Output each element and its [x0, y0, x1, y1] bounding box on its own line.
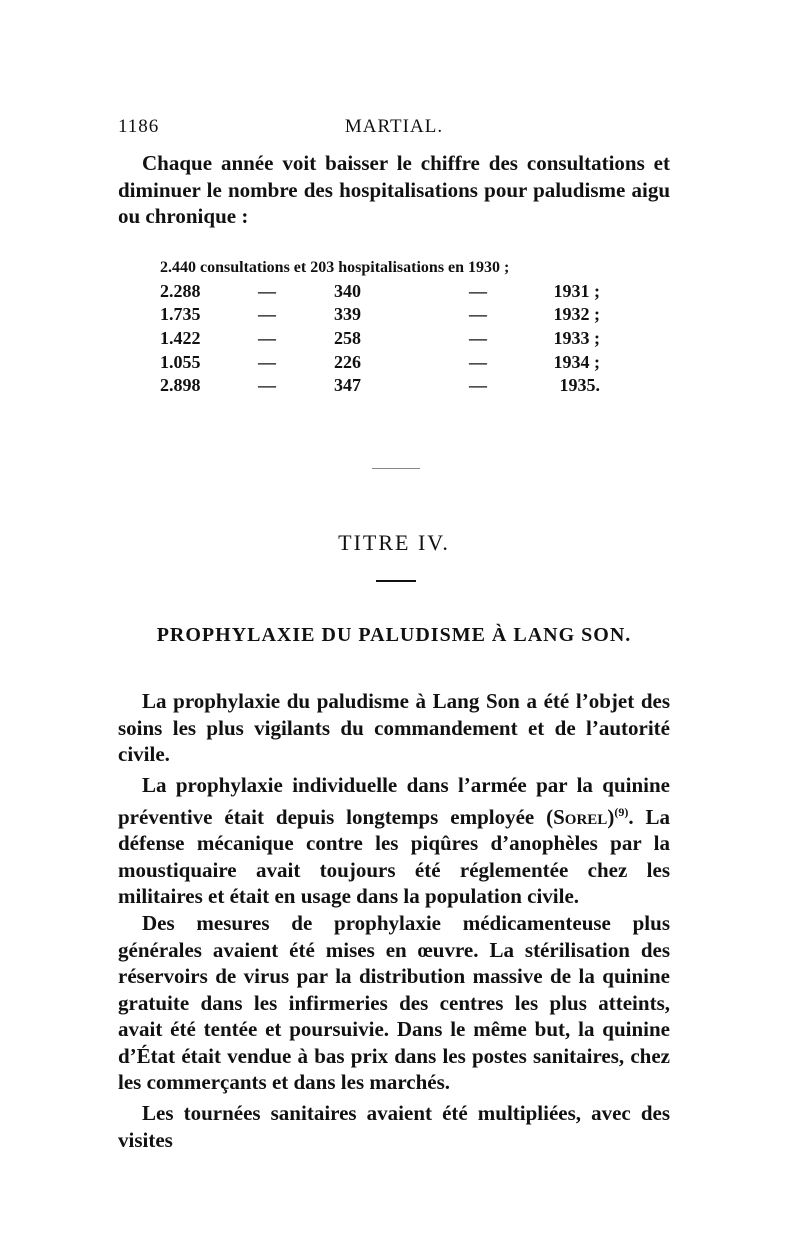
consultations-cell: 1.055: [160, 351, 201, 372]
year-cell: 1932 ;: [553, 304, 600, 325]
page-number: 1186: [118, 116, 160, 137]
consultations-cell: 1.422: [160, 328, 201, 349]
statistics-first-row: [160, 256, 600, 280]
hospitalisations-cell: 340: [334, 280, 361, 301]
consultations-cell: 1.735: [160, 304, 201, 325]
year-cell: 1931 ;: [553, 280, 600, 301]
ditto-dash: —: [258, 328, 276, 349]
table-row: [160, 350, 600, 374]
intro-paragraph: Chaque année voit baisser le chiffre des consultations et diminuer le nombre des hospitalisations pour paludisme aigu ou chronique :: [118, 151, 670, 228]
paragraph-tournees: Les tournées sanitaires avaient été multipliées, avec des visites: [118, 1101, 670, 1152]
section-title: TITRE IV.: [338, 530, 450, 555]
hospitalisations-cell: 258: [334, 328, 361, 349]
separator-line: [372, 468, 420, 469]
paragraph-medicamenteuse: Des mesures de prophylaxie médicamenteuse plus générales avaient été mises en œuvre. La stérilisation des réservoirs de virus par la distribution massive de la quinine gratuite dans les infirmeries des centres les plus atteints, avait été tentée et poursuivie. Dans le même but, la quinine d’État était vendue à bas prix dans les postes sanitaires, chez les commerçants et dans les marchés.: [118, 911, 670, 1094]
ditto-dash: —: [258, 375, 276, 396]
ditto-dash: —: [469, 304, 487, 325]
paragraph-individuelle: La prophylaxie individuelle dans l’armée par la quinine préventive était depuis longtemps employée (Sorel)$^{(9)}$. La défense mécanique contre les piqûres d’anophèles par la moustiquaire avait toujours été réglementée chez les militaires et était en usage dans la population civile.: [118, 773, 670, 908]
table-row: [160, 280, 600, 304]
statistics-table: [160, 256, 600, 398]
table-row: [160, 327, 600, 351]
paragraph-prophylaxie: La prophylaxie du paludisme à Lang Son a été l’objet des soins les plus vigilants du commandement et de l’autorité civile.: [118, 689, 670, 766]
ditto-dash: —: [469, 328, 487, 349]
ditto-dash: —: [258, 304, 276, 325]
consultations-cell: 2.898: [160, 375, 201, 396]
ditto-dash: —: [258, 280, 276, 301]
consultations-cell: 2.288: [160, 280, 201, 301]
year-cell: 1934 ;: [553, 351, 600, 372]
hospitalisations-cell: 347: [334, 375, 361, 396]
year-cell: 1935.: [559, 375, 600, 396]
author-citation: Sorel: [553, 804, 608, 829]
ditto-dash: —: [258, 351, 276, 372]
ditto-dash: —: [469, 351, 487, 372]
header-title: MARTIAL.: [344, 116, 444, 137]
reference-number: (9): [614, 804, 629, 819]
section-subtitle: PROPHYLAXIE DU PALUDISME À LANG SON.: [156, 624, 632, 646]
ditto-dash: —: [469, 280, 487, 301]
paragraph-text: La prophylaxie individuelle dans l’armée par la quinine préventive était depuis longtemps employée (: [118, 773, 670, 829]
year-cell: 1933 ;: [553, 328, 600, 349]
statistics-first-row-text: 2.440 consultations et 203 hospitalisations en 1930 ;: [160, 258, 510, 276]
paragraph-text: . La défense mécanique contre les piqûres d’anophèles par la moustiquaire avait toujours été réglementée chez les militaires et était en usage dans la population civile.: [118, 804, 670, 908]
hospitalisations-cell: 339: [334, 304, 361, 325]
running-head: [118, 116, 670, 146]
hospitalisations-cell: 226: [334, 351, 361, 372]
table-row: [160, 303, 600, 327]
table-row: [160, 374, 600, 398]
section-rule: [376, 580, 416, 582]
ditto-dash: —: [469, 375, 487, 396]
